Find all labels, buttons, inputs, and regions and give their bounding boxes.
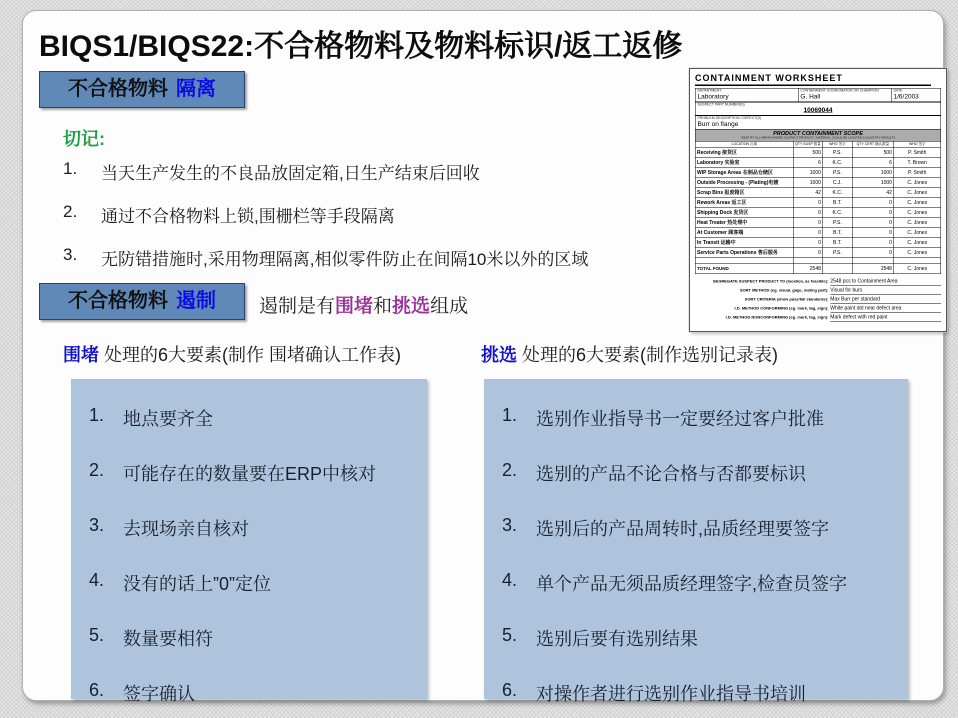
cell-qty-suspect: 0 [794,218,823,228]
cell-who2: C. Jones [894,228,941,238]
footer-label: I.D. METHOD NONCONFORMING (eg. mark, tag, sign): [725,314,829,320]
remember-heading: 切记: [63,129,105,149]
list-item-text: 单个产品无须品质经理签字,检查员签字 [536,574,847,594]
containment-elements-box [71,379,427,704]
cell-qty-suspect: 0 [794,228,823,238]
scope-band-subtitle: IDENTIFY ALL AREAS WHERE SUSPECT PRODUCT / MATERIAL COULD BE LOCATED & QUANTIFY RESULTS [740,136,896,140]
coordinator-field [798,89,891,102]
list-item-number: 6. [502,680,518,700]
department-label: DEPARTMENT [697,89,722,93]
sorting-section-heading [481,341,778,367]
footer-value: 2548 pcs to Containment Area [830,278,941,286]
cell-location: Heat Treater 热处理中 [696,218,794,228]
remember-list [63,159,703,288]
table-row [696,238,941,248]
containment-badge-label: 不合格物料 [68,290,168,312]
cell-who2: P. Smith [894,168,941,178]
worksheet-header-fields [695,88,941,102]
list-item-text: 选别的产品不论合格与否都要标识 [536,464,806,484]
cell-who2: C. Jones [894,218,941,228]
list-item-text: 对操作者进行选别作业指导书培训 [536,684,806,704]
list-item-text: 去现场亲自核对 [123,519,249,539]
list-item-text: 无防错措施时,采用物理隔离,相似零件防止在间隔10米以外的区域 [101,250,589,269]
list-item-text: 签字确认 [123,684,195,704]
cell-location: WIP Storage Areas 在制品仓储区 [696,168,794,178]
cell-qty-suspect: 42 [794,188,823,198]
cell-qty-suspect: 1000 [794,168,823,178]
list-item-number: 5. [502,625,518,645]
list-item-text: 通过不合格物料上锁,围栅栏等手段隔离 [101,207,395,226]
list-item [89,680,419,706]
list-item [502,515,900,541]
list-item-number: 4. [89,570,105,590]
cell-who1: C.J. [823,178,852,188]
cell-qty-suspect: 1000 [794,178,823,188]
list-item-text: 当天生产发生的不良品放固定箱,日生产结束后回收 [101,164,480,183]
problem-value: Burr on flange [697,119,739,128]
list-item-number: 3. [502,515,518,535]
list-item-number: 2. [63,202,78,221]
cell-qty-suspect: 500 [794,148,823,158]
department-value: Laboratory [697,92,729,100]
list-item-text: 地点要齐全 [123,409,213,429]
table-row [696,188,941,198]
table-row [696,168,941,178]
cell-qty-certified: 0 [852,208,894,218]
table-row [696,198,941,208]
list-item-text: 数量要相符 [123,629,213,649]
cell-location: Shipping Dock 发货区 [696,208,794,218]
containment-badge-highlight: 遏制 [176,290,216,312]
list-item-text: 选别后要有选别结果 [536,629,698,649]
footer-value: Max Burr per standard [830,296,941,304]
cell-location: Rework Areas 返工区 [696,198,794,208]
cell-qty-certified: 0 [852,218,894,228]
coordinator-value: G. Hall [800,92,821,100]
containment-worksheet-image [689,68,947,332]
list-item-text: 没有的话上”0”定位 [123,574,271,594]
list-item [502,625,900,651]
cell-who1: P.S. [823,248,852,258]
list-item [502,405,900,431]
cell-who1: P.S. [823,168,852,178]
list-item-number: 2. [502,460,518,480]
list-item [89,460,419,486]
table-row [696,208,941,218]
footer-label: I.D. METHOD CONFORMING (eg. mark, tag, sign): [734,305,829,311]
cell-qty-certified: 6 [852,158,894,168]
problem-label: PROBLEM DESCRIPTION / DEFECT(S) [697,116,762,121]
containment-sentence [259,291,468,318]
problem-field [696,116,941,129]
list-item [63,202,703,227]
cell-who1: K.C. [823,208,852,218]
cell-location: Receiving 接货区 [696,148,794,158]
page-title [39,21,899,65]
cell-who1: K.C. [823,188,852,198]
cell-qty-certified: 500 [852,148,894,158]
cell-who1: P.S. [823,218,852,228]
sorting-elements-box [484,379,908,704]
page-title-text: 不合格物料及物料标识/返工返修 [254,30,683,63]
sentence-keyword-sorting: 挑选 [392,296,431,317]
containment-section-heading [63,341,401,367]
list-item-text: 可能存在的数量要在ERP中核对 [123,464,377,484]
cell-qty-certified: 0 [852,228,894,238]
cell-qty-certified: 1000 [852,168,894,178]
footer-line [695,296,941,304]
list-item-number: 1. [63,159,78,178]
total-row [696,264,941,274]
sentence-keyword-containment: 围堵 [335,296,374,317]
scope-band-title: PRODUCT CONTAINMENT SCOPE [773,130,863,137]
date-label: DATE [893,89,903,93]
cell-who1: P.S. [823,148,852,158]
page-title-prefix: BIQS1/BIQS22: [39,30,255,63]
containment-worksheet [689,68,947,332]
footer-label: SORT CRITERIA (show pass/fail standards): [744,296,829,302]
part-number-value: 10069044 [803,106,833,114]
list-item-number: 5. [89,625,105,645]
cell-qty-certified: 1000 [852,178,894,188]
total-qty-certified: 2548 [852,264,894,274]
cell-location: In Transit 运输中 [696,238,794,248]
list-item-number: 1. [89,405,105,425]
footer-line [695,305,941,313]
list-item-text: 选别后的产品周转时,品质经理要签字 [536,519,829,539]
total-who1 [823,264,852,274]
footer-value: Visual for burs [830,287,941,295]
cell-qty-certified: 0 [852,198,894,208]
table-row [696,158,941,168]
column-location: LOCATION 区域 [696,141,794,147]
list-item [502,570,900,596]
coordinator-label: CONTAINMENT COORDINATOR OR CHAMPION [800,89,879,93]
list-item-number: 3. [89,515,105,535]
part-number-label: SUSPECT PART NUMBER(S) [697,102,745,107]
slide [22,10,944,704]
footer-label: SORT METHOD (eg. visual, gage, mating part): [739,287,829,293]
list-item [89,515,419,541]
scope-band [695,129,941,141]
cell-who2: C. Jones [894,188,941,198]
list-item [89,625,419,651]
cell-location: Scrap Bins 报废箱区 [696,188,794,198]
isolation-badge-label: 不合格物料 [68,78,168,100]
footer-line [695,287,941,295]
cell-who2: C. Jones [894,198,941,208]
list-item-number: 4. [502,570,518,590]
footer-value: Mark defect with red paint [830,314,941,322]
problem-row [695,116,941,130]
cell-who2: C. Jones [894,238,941,248]
cell-location: Service Parts Operations 售后服务 [696,248,794,258]
containment-keyword: 围堵 [63,345,99,365]
sentence-part: 组成 [430,296,469,317]
cell-qty-suspect: 0 [794,198,823,208]
containment-table [695,141,941,273]
table-row [696,228,941,238]
total-who2: C. Jones [907,265,928,272]
sorting-keyword: 挑选 [481,345,517,365]
list-item [502,460,900,486]
list-item-number: 2. [89,460,105,480]
table-row [696,148,941,158]
total-label: TOTAL FOUND [696,264,794,274]
cell-who2: C. Jones [894,178,941,188]
list-item-text: 选别作业指导书一定要经过客户批准 [536,409,824,429]
cell-who2: P. Smith [894,148,941,158]
column-qty-suspect: QTY SUSP 数量 [794,141,823,147]
worksheet-title: CONTAINMENT WORKSHEET [695,73,931,86]
containment-badge [39,283,245,320]
cell-who2: T. Brown [894,158,941,168]
part-number-field [696,102,941,115]
worksheet-footer [695,278,941,322]
cell-who2: C. Jones [894,248,941,258]
footer-line [695,278,941,286]
column-who: WHO 签字 [894,141,941,147]
cell-who1: B.T. [823,238,852,248]
cell-location: At Customer 顾客端 [696,228,794,238]
list-item-number: 3. [63,245,78,264]
table-row [696,248,941,258]
cell-qty-suspect: 0 [794,238,823,248]
footer-value: White paint dot near defect area [830,305,941,313]
cell-qty-certified: 0 [852,238,894,248]
sentence-part: 和 [373,296,393,317]
cell-who1: K.C. [823,158,852,168]
list-item [63,159,703,184]
list-item [502,680,900,706]
table-body [696,148,941,258]
cell-qty-suspect: 0 [794,208,823,218]
cell-location: Laboratory 实验室 [696,158,794,168]
isolation-badge [39,71,245,108]
cell-qty-suspect: 6 [794,158,823,168]
cell-qty-certified: 0 [852,248,894,258]
list-item [89,405,419,431]
table-row [696,218,941,228]
cell-location: Outside Processing - (Plating)电镀 [696,178,794,188]
isolation-badge-highlight: 隔离 [176,78,216,100]
column-qty-certified: QTY CERT 确认数量 [852,141,894,147]
list-item [63,245,703,270]
table-row [696,178,941,188]
total-qty-suspect: 2548 [794,264,823,274]
department-field [696,89,799,102]
column-who: WHO 签字 [823,141,852,147]
containment-heading-text: 处理的6大要素(制作 围堵确认工作表) [99,345,401,365]
date-field [891,89,940,102]
cell-who1: B.T. [823,198,852,208]
footer-label: SEGREGATE SUSPECT PRODUCT TO (location, as feasible): [712,278,829,284]
list-item [89,570,419,596]
cell-qty-suspect: 0 [794,248,823,258]
cell-who1: B.T. [823,228,852,238]
sorting-heading-text: 处理的6大要素(制作选别记录表) [517,345,778,365]
cell-who2: C. Jones [894,208,941,218]
sentence-part: 遏制是有 [259,296,336,317]
list-item-number: 1. [502,405,518,425]
footer-line [695,314,941,322]
part-number-row [695,102,941,116]
list-item-number: 6. [89,680,105,700]
date-value: 1/6/2003 [893,92,919,100]
cell-qty-certified: 42 [852,188,894,198]
